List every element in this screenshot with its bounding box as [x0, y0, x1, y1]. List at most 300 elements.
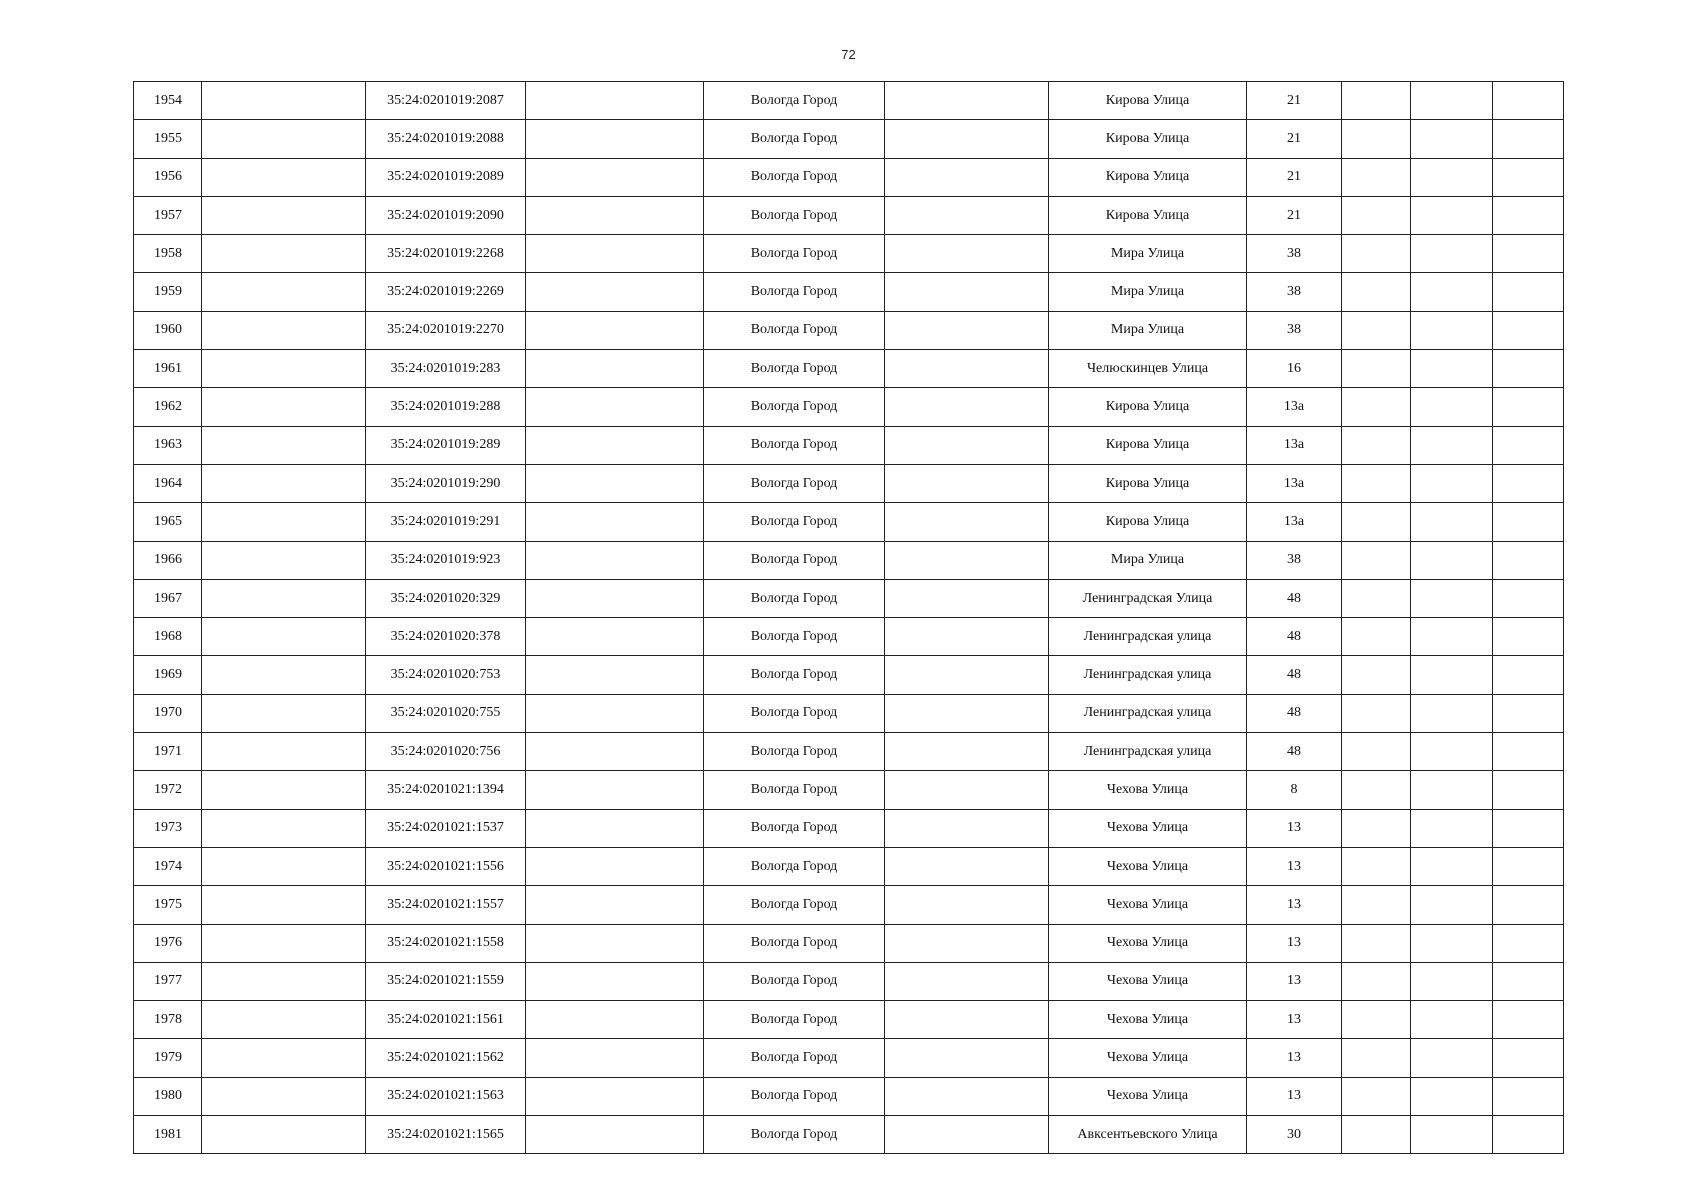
table-row	[134, 962, 1564, 1000]
cell-empty-4	[1342, 541, 1411, 579]
cell-empty-2	[526, 847, 704, 885]
cell-city: Вологда Город	[704, 541, 885, 579]
cell-number: 1954	[134, 82, 202, 120]
cell-empty-1	[202, 733, 366, 771]
cell-street: Чехова Улица	[1049, 771, 1247, 809]
cell-empty-3	[885, 1077, 1049, 1115]
cell-empty-1	[202, 656, 366, 694]
cell-number: 1968	[134, 618, 202, 656]
cell-empty-1	[202, 694, 366, 732]
cell-house-number: 38	[1247, 273, 1342, 311]
table-row	[134, 579, 1564, 617]
cell-empty-6	[1493, 1039, 1564, 1077]
cell-street: Чехова Улица	[1049, 886, 1247, 924]
cell-empty-6	[1493, 886, 1564, 924]
cell-city: Вологда Город	[704, 809, 885, 847]
cell-empty-2	[526, 1039, 704, 1077]
cell-empty-5	[1411, 771, 1493, 809]
cell-number: 1974	[134, 847, 202, 885]
cell-empty-3	[885, 350, 1049, 388]
cell-street: Мира Улица	[1049, 541, 1247, 579]
table-row	[134, 771, 1564, 809]
cell-empty-4	[1342, 235, 1411, 273]
cell-empty-1	[202, 350, 366, 388]
cell-empty-3	[885, 809, 1049, 847]
cell-street: Ленинградская Улица	[1049, 579, 1247, 617]
cell-empty-1	[202, 82, 366, 120]
table-row	[134, 694, 1564, 732]
cell-empty-1	[202, 388, 366, 426]
table-row	[134, 311, 1564, 349]
cell-empty-2	[526, 1001, 704, 1039]
cell-empty-5	[1411, 962, 1493, 1000]
cell-house-number: 48	[1247, 618, 1342, 656]
cell-number: 1970	[134, 694, 202, 732]
cell-number: 1955	[134, 120, 202, 158]
cell-empty-3	[885, 158, 1049, 196]
cell-number: 1971	[134, 733, 202, 771]
cell-house-number: 38	[1247, 541, 1342, 579]
cell-cadastral-number: 35:24:0201021:1557	[366, 886, 526, 924]
cell-empty-3	[885, 1116, 1049, 1154]
cell-city: Вологда Город	[704, 579, 885, 617]
page-number: 72	[841, 47, 856, 62]
cell-empty-4	[1342, 1116, 1411, 1154]
cell-empty-4	[1342, 656, 1411, 694]
cell-empty-1	[202, 158, 366, 196]
cell-cadastral-number: 35:24:0201019:289	[366, 426, 526, 464]
cell-empty-1	[202, 579, 366, 617]
cell-city: Вологда Город	[704, 120, 885, 158]
cell-empty-5	[1411, 1001, 1493, 1039]
cell-cadastral-number: 35:24:0201021:1537	[366, 809, 526, 847]
cell-empty-3	[885, 82, 1049, 120]
cell-empty-2	[526, 886, 704, 924]
cell-empty-2	[526, 924, 704, 962]
cell-empty-1	[202, 426, 366, 464]
cell-street: Мира Улица	[1049, 311, 1247, 349]
cell-number: 1966	[134, 541, 202, 579]
cell-city: Вологда Город	[704, 886, 885, 924]
cell-empty-1	[202, 886, 366, 924]
table-row	[134, 924, 1564, 962]
cell-empty-1	[202, 235, 366, 273]
cell-street: Чехова Улица	[1049, 924, 1247, 962]
cell-number: 1969	[134, 656, 202, 694]
cell-empty-2	[526, 388, 704, 426]
cell-empty-6	[1493, 82, 1564, 120]
table-row	[134, 618, 1564, 656]
cell-house-number: 13	[1247, 1077, 1342, 1115]
cell-empty-1	[202, 1001, 366, 1039]
cell-empty-6	[1493, 924, 1564, 962]
cell-empty-1	[202, 464, 366, 502]
cell-house-number: 13	[1247, 924, 1342, 962]
cell-empty-2	[526, 1077, 704, 1115]
cell-street: Чехова Улица	[1049, 1039, 1247, 1077]
cell-empty-6	[1493, 1077, 1564, 1115]
table-row	[134, 158, 1564, 196]
cell-empty-2	[526, 962, 704, 1000]
cell-city: Вологда Город	[704, 618, 885, 656]
cell-empty-3	[885, 311, 1049, 349]
cell-empty-2	[526, 579, 704, 617]
cell-street: Чехова Улица	[1049, 809, 1247, 847]
cell-city: Вологда Город	[704, 350, 885, 388]
cell-empty-6	[1493, 1116, 1564, 1154]
cell-city: Вологда Город	[704, 426, 885, 464]
cell-empty-3	[885, 464, 1049, 502]
cell-number: 1972	[134, 771, 202, 809]
cell-cadastral-number: 35:24:0201020:329	[366, 579, 526, 617]
cell-empty-2	[526, 618, 704, 656]
table-row	[134, 426, 1564, 464]
cell-empty-5	[1411, 694, 1493, 732]
cell-city: Вологда Город	[704, 464, 885, 502]
cell-number: 1958	[134, 235, 202, 273]
cell-city: Вологда Город	[704, 158, 885, 196]
cell-empty-5	[1411, 350, 1493, 388]
cell-empty-5	[1411, 388, 1493, 426]
cell-empty-5	[1411, 311, 1493, 349]
cell-house-number: 21	[1247, 158, 1342, 196]
cell-number: 1975	[134, 886, 202, 924]
cell-empty-6	[1493, 733, 1564, 771]
cell-empty-5	[1411, 1039, 1493, 1077]
cell-empty-6	[1493, 656, 1564, 694]
cell-number: 1979	[134, 1039, 202, 1077]
cell-empty-4	[1342, 196, 1411, 234]
cell-cadastral-number: 35:24:0201021:1394	[366, 771, 526, 809]
cell-empty-1	[202, 1116, 366, 1154]
cell-empty-6	[1493, 158, 1564, 196]
cell-empty-1	[202, 273, 366, 311]
cell-empty-5	[1411, 82, 1493, 120]
cell-street: Ленинградская улица	[1049, 694, 1247, 732]
cell-city: Вологда Город	[704, 1116, 885, 1154]
cell-empty-3	[885, 886, 1049, 924]
cell-empty-6	[1493, 464, 1564, 502]
table-row	[134, 886, 1564, 924]
table-row	[134, 503, 1564, 541]
cell-empty-1	[202, 771, 366, 809]
cell-empty-1	[202, 311, 366, 349]
cell-city: Вологда Город	[704, 311, 885, 349]
cell-empty-5	[1411, 235, 1493, 273]
cell-street: Мира Улица	[1049, 235, 1247, 273]
cell-empty-4	[1342, 886, 1411, 924]
cell-empty-2	[526, 120, 704, 158]
cell-empty-3	[885, 426, 1049, 464]
cell-cadastral-number: 35:24:0201019:283	[366, 350, 526, 388]
table-row	[134, 120, 1564, 158]
cell-cadastral-number: 35:24:0201019:923	[366, 541, 526, 579]
cell-empty-5	[1411, 196, 1493, 234]
cell-empty-2	[526, 426, 704, 464]
cell-number: 1959	[134, 273, 202, 311]
cell-empty-2	[526, 541, 704, 579]
cell-city: Вологда Город	[704, 656, 885, 694]
table-row	[134, 1077, 1564, 1115]
cell-empty-4	[1342, 1001, 1411, 1039]
cell-empty-1	[202, 503, 366, 541]
cell-city: Вологда Город	[704, 388, 885, 426]
cell-house-number: 13а	[1247, 388, 1342, 426]
cell-empty-3	[885, 273, 1049, 311]
cell-empty-2	[526, 350, 704, 388]
property-registry-table	[133, 81, 1564, 1154]
cell-empty-2	[526, 311, 704, 349]
cell-cadastral-number: 35:24:0201020:753	[366, 656, 526, 694]
cell-number: 1960	[134, 311, 202, 349]
cell-empty-4	[1342, 311, 1411, 349]
cell-cadastral-number: 35:24:0201021:1558	[366, 924, 526, 962]
cell-empty-1	[202, 120, 366, 158]
cell-number: 1981	[134, 1116, 202, 1154]
cell-empty-3	[885, 1039, 1049, 1077]
cell-empty-4	[1342, 1077, 1411, 1115]
cell-empty-4	[1342, 82, 1411, 120]
cell-street: Кирова Улица	[1049, 196, 1247, 234]
cell-empty-5	[1411, 886, 1493, 924]
cell-empty-4	[1342, 426, 1411, 464]
cell-street: Мира Улица	[1049, 273, 1247, 311]
cell-city: Вологда Город	[704, 733, 885, 771]
cell-house-number: 48	[1247, 694, 1342, 732]
cell-empty-1	[202, 809, 366, 847]
cell-empty-4	[1342, 618, 1411, 656]
cell-empty-6	[1493, 426, 1564, 464]
cell-empty-6	[1493, 311, 1564, 349]
cell-empty-3	[885, 733, 1049, 771]
cell-street: Чехова Улица	[1049, 962, 1247, 1000]
cell-cadastral-number: 35:24:0201019:288	[366, 388, 526, 426]
cell-city: Вологда Город	[704, 196, 885, 234]
cell-empty-3	[885, 120, 1049, 158]
cell-empty-5	[1411, 1116, 1493, 1154]
cell-empty-5	[1411, 464, 1493, 502]
cell-number: 1965	[134, 503, 202, 541]
cell-empty-3	[885, 847, 1049, 885]
cell-cadastral-number: 35:24:0201020:756	[366, 733, 526, 771]
cell-number: 1957	[134, 196, 202, 234]
cell-number: 1967	[134, 579, 202, 617]
cell-house-number: 21	[1247, 196, 1342, 234]
cell-empty-4	[1342, 503, 1411, 541]
cell-street: Кирова Улица	[1049, 120, 1247, 158]
cell-empty-5	[1411, 273, 1493, 311]
cell-empty-6	[1493, 196, 1564, 234]
cell-city: Вологда Город	[704, 82, 885, 120]
cell-house-number: 38	[1247, 235, 1342, 273]
cell-empty-5	[1411, 809, 1493, 847]
cell-empty-5	[1411, 1077, 1493, 1115]
cell-city: Вологда Город	[704, 847, 885, 885]
table-row	[134, 388, 1564, 426]
table-row	[134, 1116, 1564, 1154]
cell-empty-5	[1411, 503, 1493, 541]
cell-number: 1964	[134, 464, 202, 502]
cell-empty-6	[1493, 579, 1564, 617]
cell-house-number: 30	[1247, 1116, 1342, 1154]
table-row	[134, 350, 1564, 388]
cell-empty-6	[1493, 1001, 1564, 1039]
cell-house-number: 13	[1247, 1001, 1342, 1039]
cell-street: Чехова Улица	[1049, 1077, 1247, 1115]
cell-empty-5	[1411, 656, 1493, 694]
cell-empty-1	[202, 1077, 366, 1115]
cell-empty-2	[526, 196, 704, 234]
cell-cadastral-number: 35:24:0201019:2088	[366, 120, 526, 158]
cell-city: Вологда Город	[704, 1001, 885, 1039]
cell-house-number: 38	[1247, 311, 1342, 349]
cell-empty-6	[1493, 350, 1564, 388]
cell-empty-4	[1342, 273, 1411, 311]
cell-empty-2	[526, 1116, 704, 1154]
cell-empty-3	[885, 924, 1049, 962]
cell-empty-2	[526, 809, 704, 847]
cell-house-number: 13	[1247, 847, 1342, 885]
cell-cadastral-number: 35:24:0201020:378	[366, 618, 526, 656]
cell-empty-4	[1342, 1039, 1411, 1077]
table-body	[134, 82, 1564, 1154]
cell-empty-5	[1411, 120, 1493, 158]
cell-house-number: 13а	[1247, 426, 1342, 464]
cell-empty-4	[1342, 694, 1411, 732]
cell-empty-4	[1342, 579, 1411, 617]
cell-empty-2	[526, 733, 704, 771]
cell-number: 1976	[134, 924, 202, 962]
cell-cadastral-number: 35:24:0201021:1556	[366, 847, 526, 885]
cell-empty-4	[1342, 847, 1411, 885]
cell-empty-2	[526, 273, 704, 311]
cell-number: 1956	[134, 158, 202, 196]
table-row	[134, 733, 1564, 771]
cell-empty-2	[526, 158, 704, 196]
cell-house-number: 13	[1247, 1039, 1342, 1077]
cell-house-number: 16	[1247, 350, 1342, 388]
cell-empty-2	[526, 503, 704, 541]
cell-street: Кирова Улица	[1049, 464, 1247, 502]
cell-empty-6	[1493, 235, 1564, 273]
table-row	[134, 1001, 1564, 1039]
cell-empty-3	[885, 618, 1049, 656]
cell-empty-3	[885, 235, 1049, 273]
cell-number: 1973	[134, 809, 202, 847]
cell-city: Вологда Город	[704, 235, 885, 273]
cell-empty-5	[1411, 618, 1493, 656]
cell-street: Челюскинцев Улица	[1049, 350, 1247, 388]
cell-cadastral-number: 35:24:0201019:2269	[366, 273, 526, 311]
cell-empty-5	[1411, 541, 1493, 579]
cell-house-number: 13	[1247, 962, 1342, 1000]
cell-empty-3	[885, 771, 1049, 809]
cell-number: 1977	[134, 962, 202, 1000]
cell-empty-3	[885, 388, 1049, 426]
cell-street: Ленинградская улица	[1049, 733, 1247, 771]
cell-empty-4	[1342, 464, 1411, 502]
cell-empty-5	[1411, 579, 1493, 617]
cell-empty-4	[1342, 771, 1411, 809]
cell-cadastral-number: 35:24:0201020:755	[366, 694, 526, 732]
cell-empty-5	[1411, 426, 1493, 464]
cell-empty-6	[1493, 273, 1564, 311]
cell-empty-1	[202, 924, 366, 962]
cell-empty-6	[1493, 847, 1564, 885]
cell-empty-5	[1411, 733, 1493, 771]
cell-cadastral-number: 35:24:0201019:2087	[366, 82, 526, 120]
cell-empty-4	[1342, 388, 1411, 426]
cell-empty-3	[885, 1001, 1049, 1039]
cell-city: Вологда Город	[704, 771, 885, 809]
table-row	[134, 1039, 1564, 1077]
cell-empty-4	[1342, 120, 1411, 158]
cell-house-number: 13а	[1247, 503, 1342, 541]
table-row	[134, 464, 1564, 502]
cell-empty-5	[1411, 158, 1493, 196]
cell-street: Кирова Улица	[1049, 158, 1247, 196]
cell-empty-4	[1342, 809, 1411, 847]
cell-empty-4	[1342, 924, 1411, 962]
cell-empty-4	[1342, 350, 1411, 388]
table-row	[134, 541, 1564, 579]
cell-house-number: 21	[1247, 120, 1342, 158]
table-row	[134, 273, 1564, 311]
cell-empty-4	[1342, 158, 1411, 196]
table-row	[134, 847, 1564, 885]
cell-number: 1962	[134, 388, 202, 426]
table-row	[134, 196, 1564, 234]
cell-city: Вологда Город	[704, 924, 885, 962]
cell-house-number: 48	[1247, 656, 1342, 694]
cell-city: Вологда Город	[704, 273, 885, 311]
cell-empty-6	[1493, 618, 1564, 656]
cell-house-number: 48	[1247, 579, 1342, 617]
cell-cadastral-number: 35:24:0201021:1563	[366, 1077, 526, 1115]
cell-empty-3	[885, 694, 1049, 732]
cell-street: Кирова Улица	[1049, 426, 1247, 464]
cell-empty-3	[885, 541, 1049, 579]
cell-empty-1	[202, 618, 366, 656]
cell-house-number: 13а	[1247, 464, 1342, 502]
table-row	[134, 82, 1564, 120]
cell-street: Кирова Улица	[1049, 503, 1247, 541]
cell-house-number: 8	[1247, 771, 1342, 809]
cell-cadastral-number: 35:24:0201021:1562	[366, 1039, 526, 1077]
cell-empty-6	[1493, 962, 1564, 1000]
cell-house-number: 13	[1247, 886, 1342, 924]
cell-empty-6	[1493, 771, 1564, 809]
cell-cadastral-number: 35:24:0201019:2090	[366, 196, 526, 234]
cell-empty-1	[202, 847, 366, 885]
cell-street: Ленинградская улица	[1049, 656, 1247, 694]
cell-cadastral-number: 35:24:0201021:1561	[366, 1001, 526, 1039]
cell-city: Вологда Город	[704, 503, 885, 541]
cell-empty-5	[1411, 924, 1493, 962]
cell-empty-2	[526, 235, 704, 273]
cell-cadastral-number: 35:24:0201019:2268	[366, 235, 526, 273]
cell-street: Кирова Улица	[1049, 82, 1247, 120]
cell-empty-2	[526, 82, 704, 120]
cell-empty-3	[885, 962, 1049, 1000]
cell-empty-2	[526, 464, 704, 502]
cell-street: Чехова Улица	[1049, 847, 1247, 885]
cell-empty-3	[885, 196, 1049, 234]
cell-empty-6	[1493, 388, 1564, 426]
table-row	[134, 235, 1564, 273]
cell-empty-2	[526, 694, 704, 732]
cell-empty-1	[202, 962, 366, 1000]
